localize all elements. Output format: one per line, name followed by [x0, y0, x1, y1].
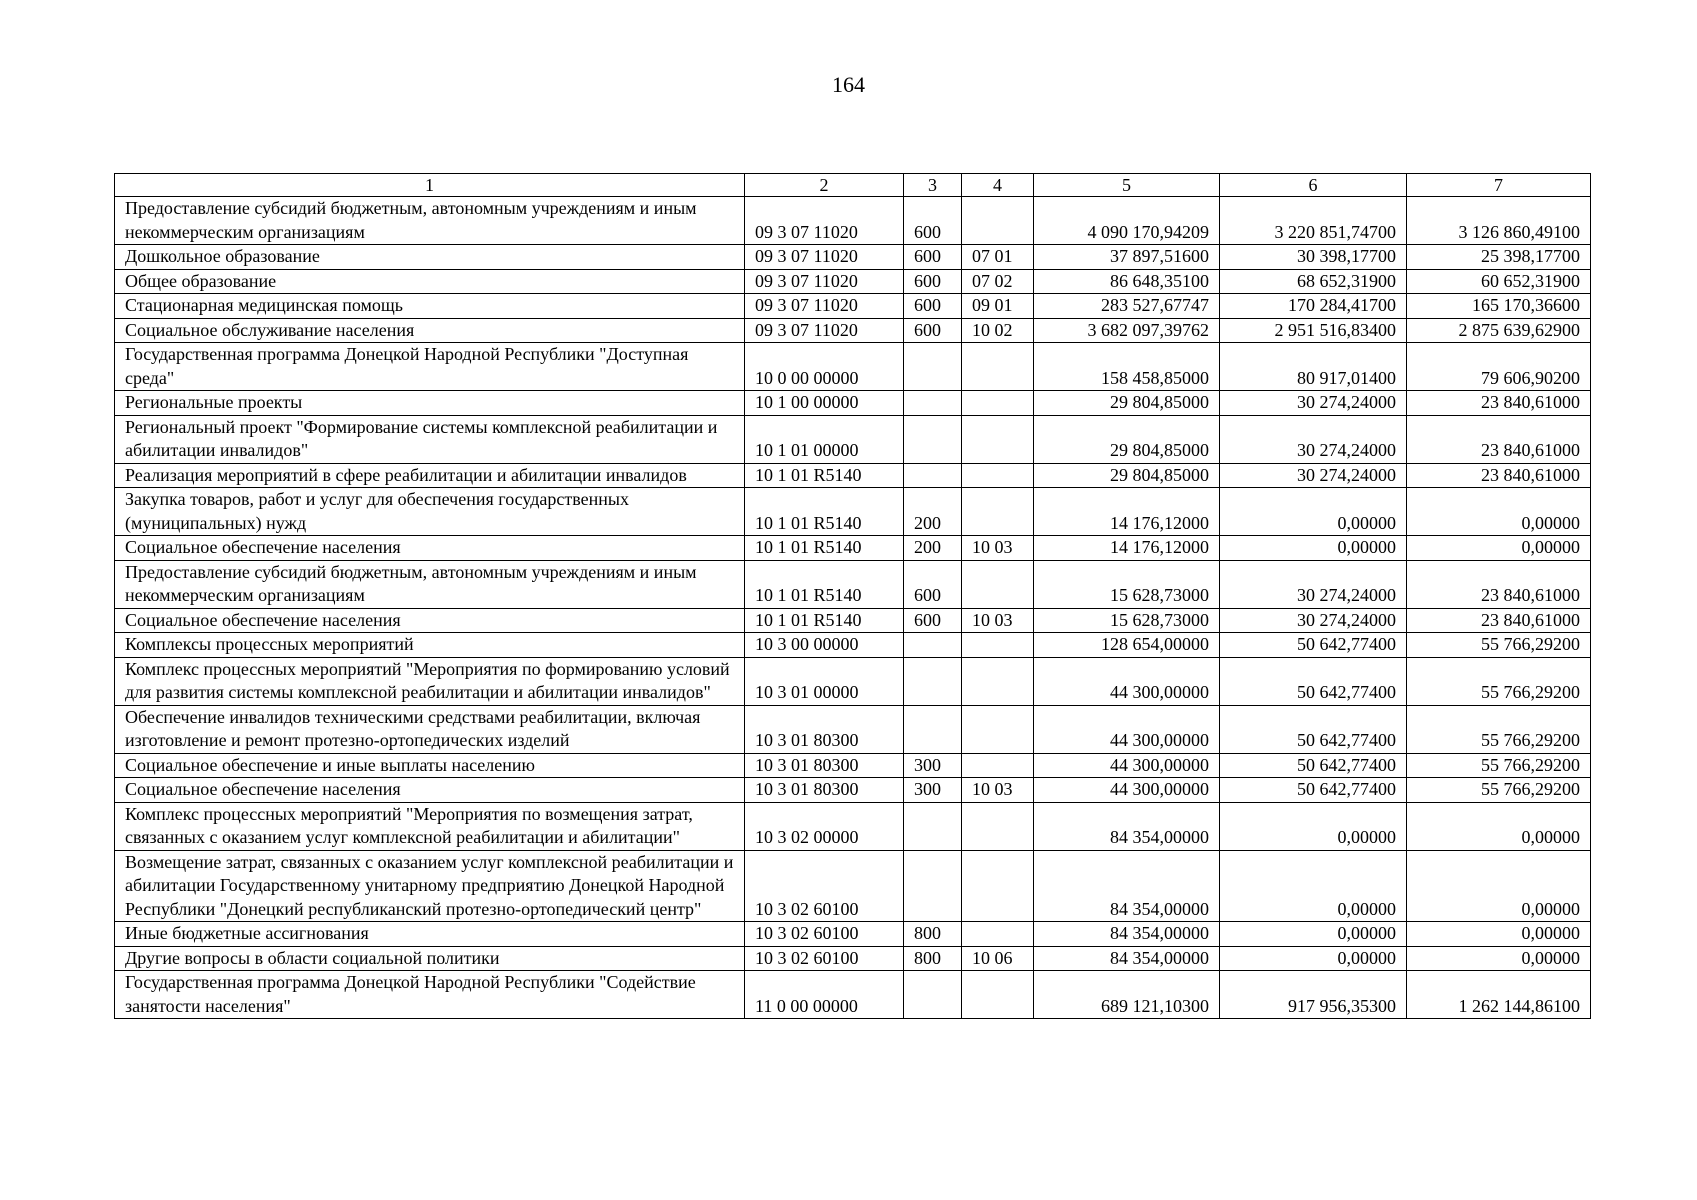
amount-col-6: 50 642,77400 [1220, 633, 1407, 658]
amount-col-7: 23 840,61000 [1407, 391, 1591, 416]
expense-type: 800 [904, 946, 962, 971]
table-row [115, 971, 1591, 1019]
expense-type [904, 802, 962, 850]
amount-col-5: 158 458,85000 [1034, 343, 1220, 391]
section-code: 10 03 [962, 608, 1034, 633]
amount-col-6: 50 642,77400 [1220, 657, 1407, 705]
expense-type [904, 705, 962, 753]
amount-col-7: 55 766,29200 [1407, 705, 1591, 753]
program-code: 09 3 07 11020 [745, 197, 904, 245]
amount-col-6: 0,00000 [1220, 488, 1407, 536]
row-name: Обеспечение инвалидов техническими средствами реабилитации, включая изготовление и ремонт протезно-ортопедических изделий [115, 705, 745, 753]
program-code: 10 1 01 R5140 [745, 536, 904, 561]
amount-col-5: 37 897,51600 [1034, 245, 1220, 270]
amount-col-7: 23 840,61000 [1407, 608, 1591, 633]
program-code: 10 3 01 80300 [745, 705, 904, 753]
amount-col-5: 44 300,00000 [1034, 778, 1220, 803]
header-row [115, 174, 1591, 197]
section-code: 07 02 [962, 269, 1034, 294]
amount-col-5: 4 090 170,94209 [1034, 197, 1220, 245]
amount-col-6: 30 274,24000 [1220, 391, 1407, 416]
col-header-4: 4 [962, 174, 1034, 197]
row-name: Закупка товаров, работ и услуг для обеспечения государственных (муниципальных) нужд [115, 488, 745, 536]
amount-col-6: 917 956,35300 [1220, 971, 1407, 1019]
amount-col-7: 1 262 144,86100 [1407, 971, 1591, 1019]
col-header-2: 2 [745, 174, 904, 197]
expense-type [904, 415, 962, 463]
section-code [962, 971, 1034, 1019]
row-name: Возмещение затрат, связанных с оказанием услуг комплексной реабилитации и абилитации Государственному унитарному предприятию Донецкой Народной Республики "Донецкий республиканский протезно-ортопедический центр" [115, 850, 745, 922]
expense-type: 600 [904, 318, 962, 343]
col-header-1: 1 [115, 174, 745, 197]
expense-type [904, 633, 962, 658]
section-code [962, 197, 1034, 245]
section-code: 10 03 [962, 778, 1034, 803]
expense-type: 200 [904, 536, 962, 561]
table-row [115, 391, 1591, 416]
amount-col-6: 50 642,77400 [1220, 778, 1407, 803]
program-code: 09 3 07 11020 [745, 294, 904, 319]
row-name: Региональный проект "Формирование системы комплексной реабилитации и абилитации инвалидов" [115, 415, 745, 463]
amount-col-7: 2 875 639,62900 [1407, 318, 1591, 343]
amount-col-7: 79 606,90200 [1407, 343, 1591, 391]
expense-type [904, 391, 962, 416]
section-code [962, 560, 1034, 608]
program-code: 10 3 01 80300 [745, 753, 904, 778]
row-name: Комплекс процессных мероприятий "Мероприятия по формированию условий для развития системы комплексной реабилитации и абилитации инвалидов" [115, 657, 745, 705]
table-row [115, 657, 1591, 705]
row-name: Региональные проекты [115, 391, 745, 416]
program-code: 10 1 01 R5140 [745, 560, 904, 608]
amount-col-6: 80 917,01400 [1220, 343, 1407, 391]
expense-type [904, 343, 962, 391]
row-name: Реализация мероприятий в сфере реабилитации и абилитации инвалидов [115, 463, 745, 488]
table-row [115, 705, 1591, 753]
program-code: 10 1 01 00000 [745, 415, 904, 463]
amount-col-7: 55 766,29200 [1407, 657, 1591, 705]
section-code [962, 922, 1034, 947]
program-code: 10 1 01 R5140 [745, 488, 904, 536]
row-name: Социальное обеспечение и иные выплаты населению [115, 753, 745, 778]
amount-col-5: 128 654,00000 [1034, 633, 1220, 658]
expense-type [904, 971, 962, 1019]
table-row [115, 197, 1591, 245]
table-row [115, 269, 1591, 294]
table-row [115, 850, 1591, 922]
expense-type [904, 463, 962, 488]
amount-col-7: 23 840,61000 [1407, 463, 1591, 488]
section-code: 10 06 [962, 946, 1034, 971]
page-number: 164 [832, 72, 865, 97]
amount-col-7: 60 652,31900 [1407, 269, 1591, 294]
section-code [962, 633, 1034, 658]
program-code: 11 0 00 00000 [745, 971, 904, 1019]
section-code [962, 753, 1034, 778]
amount-col-5: 44 300,00000 [1034, 705, 1220, 753]
amount-col-6: 170 284,41700 [1220, 294, 1407, 319]
row-name: Предоставление субсидий бюджетным, автономным учреждениям и иным некоммерческим организациям [115, 197, 745, 245]
amount-col-5: 14 176,12000 [1034, 536, 1220, 561]
row-name: Стационарная медицинская помощь [115, 294, 745, 319]
amount-col-6: 30 274,24000 [1220, 560, 1407, 608]
row-name: Социальное обеспечение населения [115, 536, 745, 561]
amount-col-5: 84 354,00000 [1034, 802, 1220, 850]
table-body [115, 197, 1591, 1019]
budget-table [114, 173, 1591, 1019]
amount-col-5: 689 121,10300 [1034, 971, 1220, 1019]
amount-col-7: 55 766,29200 [1407, 633, 1591, 658]
table-row [115, 294, 1591, 319]
amount-col-6: 0,00000 [1220, 850, 1407, 922]
expense-type: 600 [904, 608, 962, 633]
amount-col-6: 68 652,31900 [1220, 269, 1407, 294]
col-header-3: 3 [904, 174, 962, 197]
expense-type: 600 [904, 269, 962, 294]
section-code [962, 657, 1034, 705]
section-code [962, 463, 1034, 488]
table-row [115, 633, 1591, 658]
section-code [962, 415, 1034, 463]
table-row [115, 922, 1591, 947]
amount-col-7: 0,00000 [1407, 922, 1591, 947]
expense-type: 300 [904, 753, 962, 778]
table-row [115, 245, 1591, 270]
amount-col-7: 25 398,17700 [1407, 245, 1591, 270]
table-row [115, 318, 1591, 343]
table-row [115, 488, 1591, 536]
table-row [115, 753, 1591, 778]
expense-type [904, 657, 962, 705]
section-code [962, 850, 1034, 922]
amount-col-6: 30 398,17700 [1220, 245, 1407, 270]
amount-col-5: 44 300,00000 [1034, 753, 1220, 778]
amount-col-7: 0,00000 [1407, 536, 1591, 561]
amount-col-5: 29 804,85000 [1034, 415, 1220, 463]
amount-col-5: 84 354,00000 [1034, 946, 1220, 971]
program-code: 10 1 01 R5140 [745, 608, 904, 633]
section-code [962, 343, 1034, 391]
amount-col-5: 29 804,85000 [1034, 391, 1220, 416]
program-code: 10 1 00 00000 [745, 391, 904, 416]
program-code: 10 1 01 R5140 [745, 463, 904, 488]
amount-col-6: 30 274,24000 [1220, 463, 1407, 488]
section-code [962, 705, 1034, 753]
program-code: 10 0 00 00000 [745, 343, 904, 391]
amount-col-5: 86 648,35100 [1034, 269, 1220, 294]
section-code: 10 03 [962, 536, 1034, 561]
expense-type: 800 [904, 922, 962, 947]
amount-col-7: 23 840,61000 [1407, 560, 1591, 608]
table-row [115, 536, 1591, 561]
col-header-7: 7 [1407, 174, 1591, 197]
section-code [962, 391, 1034, 416]
amount-col-7: 0,00000 [1407, 488, 1591, 536]
section-code [962, 488, 1034, 536]
row-name: Социальное обслуживание населения [115, 318, 745, 343]
program-code: 10 3 01 00000 [745, 657, 904, 705]
amount-col-7: 3 126 860,49100 [1407, 197, 1591, 245]
expense-type: 300 [904, 778, 962, 803]
expense-type: 600 [904, 294, 962, 319]
table-row [115, 608, 1591, 633]
amount-col-5: 15 628,73000 [1034, 608, 1220, 633]
amount-col-6: 3 220 851,74700 [1220, 197, 1407, 245]
program-code: 10 3 02 60100 [745, 922, 904, 947]
program-code: 10 3 02 00000 [745, 802, 904, 850]
row-name: Иные бюджетные ассигнования [115, 922, 745, 947]
expense-type: 600 [904, 245, 962, 270]
amount-col-7: 55 766,29200 [1407, 778, 1591, 803]
program-code: 10 3 02 60100 [745, 850, 904, 922]
section-code: 10 02 [962, 318, 1034, 343]
row-name: Государственная программа Донецкой Народной Республики "Содействие занятости населения" [115, 971, 745, 1019]
expense-type: 200 [904, 488, 962, 536]
amount-col-5: 3 682 097,39762 [1034, 318, 1220, 343]
table-row [115, 946, 1591, 971]
table-row [115, 802, 1591, 850]
expense-type: 600 [904, 197, 962, 245]
amount-col-6: 0,00000 [1220, 922, 1407, 947]
program-code: 10 3 01 80300 [745, 778, 904, 803]
row-name: Предоставление субсидий бюджетным, автономным учреждениям и иным некоммерческим организациям [115, 560, 745, 608]
program-code: 09 3 07 11020 [745, 245, 904, 270]
amount-col-5: 84 354,00000 [1034, 850, 1220, 922]
program-code: 09 3 07 11020 [745, 269, 904, 294]
program-code: 09 3 07 11020 [745, 318, 904, 343]
program-code: 10 3 02 60100 [745, 946, 904, 971]
amount-col-5: 15 628,73000 [1034, 560, 1220, 608]
amount-col-5: 14 176,12000 [1034, 488, 1220, 536]
amount-col-6: 0,00000 [1220, 802, 1407, 850]
row-name: Другие вопросы в области социальной политики [115, 946, 745, 971]
amount-col-7: 55 766,29200 [1407, 753, 1591, 778]
amount-col-7: 0,00000 [1407, 850, 1591, 922]
amount-col-6: 0,00000 [1220, 946, 1407, 971]
row-name: Дошкольное образование [115, 245, 745, 270]
section-code: 07 01 [962, 245, 1034, 270]
section-code [962, 802, 1034, 850]
row-name: Комплексы процессных мероприятий [115, 633, 745, 658]
amount-col-6: 50 642,77400 [1220, 705, 1407, 753]
amount-col-7: 0,00000 [1407, 802, 1591, 850]
amount-col-5: 29 804,85000 [1034, 463, 1220, 488]
table-row [115, 343, 1591, 391]
row-name: Социальное обеспечение населения [115, 608, 745, 633]
expense-type: 600 [904, 560, 962, 608]
table-row [115, 560, 1591, 608]
amount-col-6: 0,00000 [1220, 536, 1407, 561]
amount-col-6: 2 951 516,83400 [1220, 318, 1407, 343]
amount-col-7: 0,00000 [1407, 946, 1591, 971]
col-header-6: 6 [1220, 174, 1407, 197]
amount-col-5: 283 527,67747 [1034, 294, 1220, 319]
amount-col-6: 50 642,77400 [1220, 753, 1407, 778]
program-code: 10 3 00 00000 [745, 633, 904, 658]
expense-type [904, 850, 962, 922]
row-name: Общее образование [115, 269, 745, 294]
amount-col-5: 44 300,00000 [1034, 657, 1220, 705]
table-row [115, 463, 1591, 488]
col-header-5: 5 [1034, 174, 1220, 197]
table-row [115, 415, 1591, 463]
section-code: 09 01 [962, 294, 1034, 319]
amount-col-7: 165 170,36600 [1407, 294, 1591, 319]
amount-col-5: 84 354,00000 [1034, 922, 1220, 947]
amount-col-7: 23 840,61000 [1407, 415, 1591, 463]
row-name: Государственная программа Донецкой Народной Республики "Доступная среда" [115, 343, 745, 391]
table-row [115, 778, 1591, 803]
row-name: Комплекс процессных мероприятий "Мероприятия по возмещения затрат, связанных с оказанием услуг комплексной реабилитации и абилитации" [115, 802, 745, 850]
amount-col-6: 30 274,24000 [1220, 415, 1407, 463]
amount-col-6: 30 274,24000 [1220, 608, 1407, 633]
row-name: Социальное обеспечение населения [115, 778, 745, 803]
